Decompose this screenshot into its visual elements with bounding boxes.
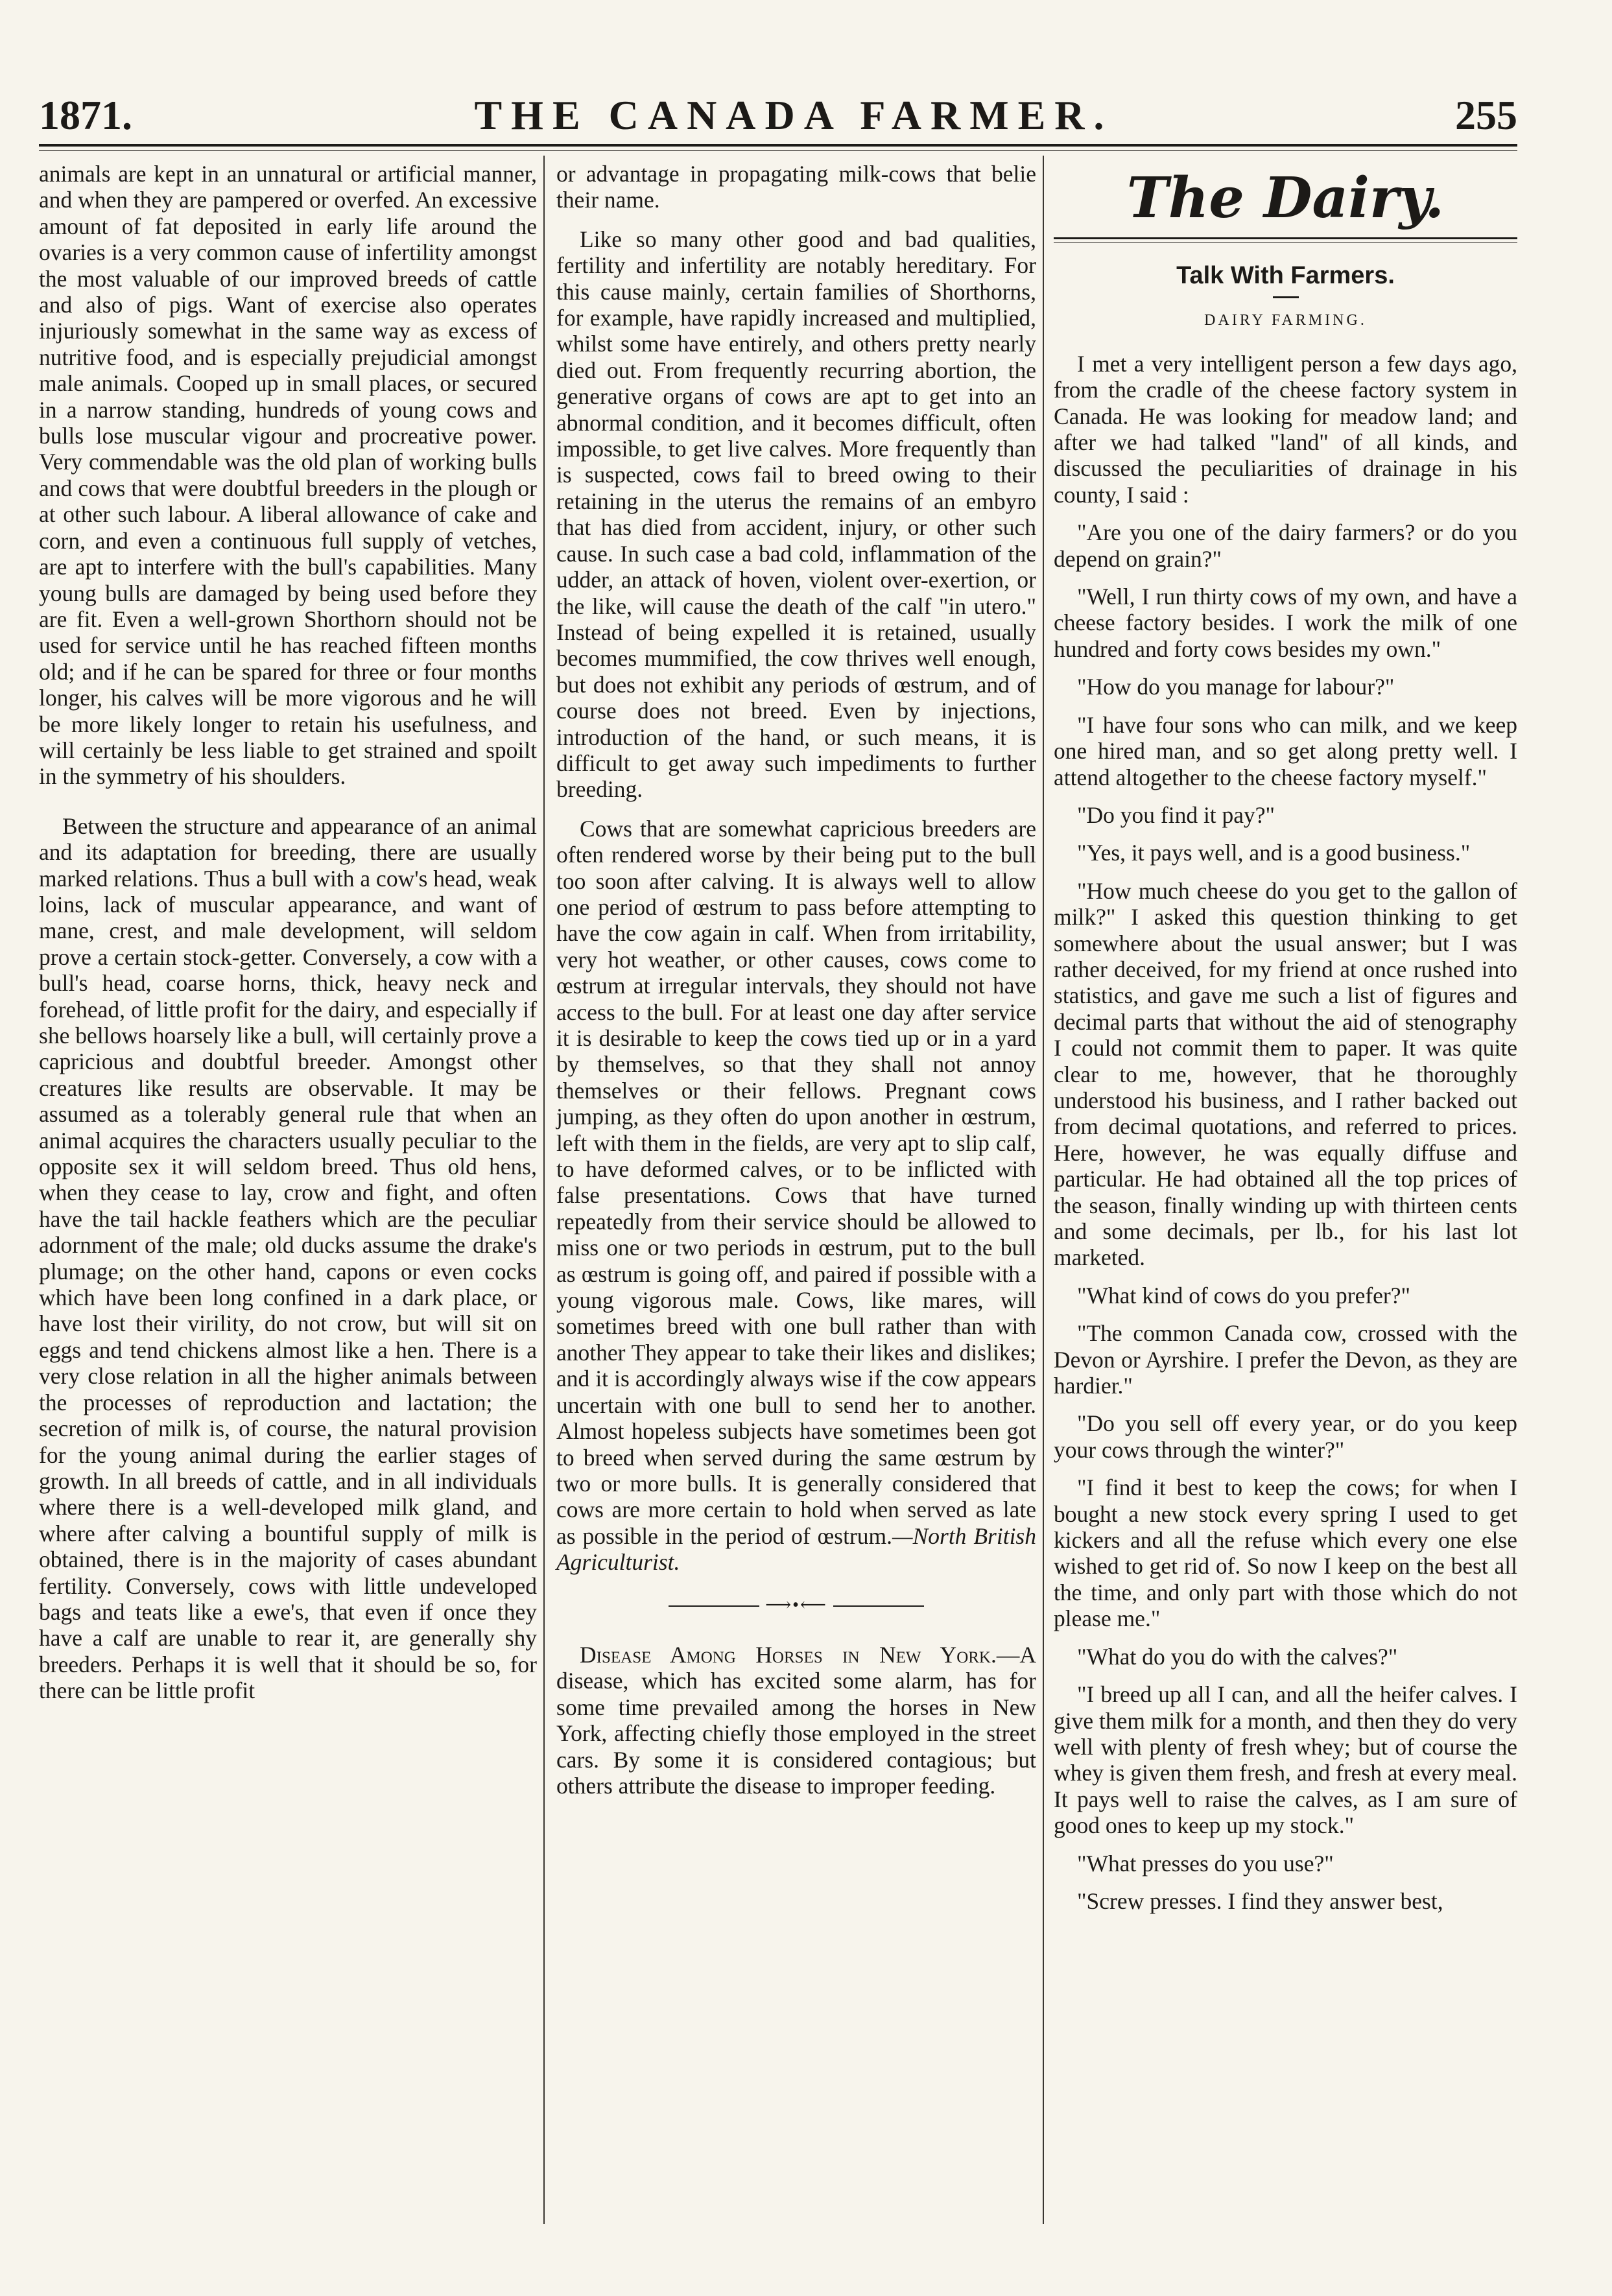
page-number: 255 xyxy=(1455,92,1517,138)
dialogue-paragraph: "The common Canada cow, crossed with the Devon or Ayrshire. I prefer the Devon, as they are hardier." xyxy=(1054,1320,1517,1399)
column-2 xyxy=(556,161,1036,1812)
disease-text: —A disease, which has excited some alarm, has for some time prevailed among the horses in New York, affecting chiefly those employed in the street cars. By some it is considered contagious; but others attribute the disease to improper feeding. xyxy=(556,1641,1036,1799)
column-divider-2 xyxy=(1043,156,1044,2224)
ornament-line-right xyxy=(833,1605,924,1607)
column-3 xyxy=(1054,161,1517,1926)
article-kicker: DAIRY FARMING. xyxy=(1204,312,1367,329)
column1-paragraph-2: Between the structure and appearance of an animal and its adaptation for breeding, there are usually marked relations. Thus a bull with a cow's head, weak loins, lack of muscular appearance, and want of mane, crest, and male development, will seldom prove a certain stock-getter. Conversely, a cow with a bull's head, coarse horns, thick, heavy neck and forehead, of little profit for the dairy, and especially if she bellows hoarsely like a bull, will certainly prove a capricious and doubtful breeder. Amongst other creatures like results are observable. It may be assumed as a tolerably general rule that when an animal acquires the characters usually peculiar to the opposite sex it will seldom breed. Thus old hens, when they cease to lay, crow and fight, and often have the tail hackle feathers which are the peculiar adornment of the male; old ducks assume the drake's plumage; on the other hand, capons or even cocks which have been long confined in a dark place, or have lost their virility, do not crow, but will sit on eggs and tend chickens almost like a hen. There is a very close relation in all the higher animals between the processes of reproduction and lactation; the secretion of milk is, of course, the natural provision for the young animal during the earlier stages of growth. In all breeds of cattle, and in all individuals where there is a well-developed milk gland, and where after calving a bountiful supply of milk is obtained, there is in the majority of cases abundant fertility. Conversely, cows with little undeveloped bags and teats like a ewe's, that even if once they have a calf are unable to rear it, are generally shy breeders. Perhaps it is well that it should be so, for there can be little profit xyxy=(39,812,537,1704)
dialogue-paragraph: I met a very intelligent person a few days ago, from the cradle of the cheese factory system in Canada. He was looking for meadow land; and after we had talked "land" of all kinds, and discussed the peculiarities of drainage in his county, I said : xyxy=(1054,350,1517,508)
column2-paragraph-1: or advantage in propagating milk-cows that belie their name. xyxy=(556,161,1036,213)
dialogue-paragraph: "Yes, it pays well, and is a good business." xyxy=(1077,840,1471,866)
column-1 xyxy=(39,161,537,1717)
dialogue-paragraph: "Do you find it pay?" xyxy=(1077,801,1275,828)
ornament-glyph: ⟶•⟵ xyxy=(765,1594,828,1615)
dialogue-paragraph: "Well, I run thirty cows of my own, and have a cheese factory besides. I work the milk of one hundred and forty cows besides my own." xyxy=(1054,584,1517,662)
dialogue-paragraph: "What presses do you use?" xyxy=(1077,1850,1334,1876)
masthead-year: 1871. xyxy=(39,92,132,138)
column2-paragraph-4 xyxy=(556,1642,1036,1799)
column2-paragraph-2: Like so many other good and bad qualities, fertility and infertility are notably hereditary. For this cause mainly, certain families of Shorthorns, for example, have rapidly increased and multiplied, whilst some have entirely, and others pretty nearly died out. From frequently recurring abortion, the generative organs of cows are apt to get into an abnormal condition, and it becomes difficult, often impossible, to get live calves. More frequently than is suspected, cows fail to breed owing to their retaining in the uterus the remains of an embyro that has died from accident, injury, or other such cause. In such case a bad cold, inflammation of the udder, an attack of hoven, violent over-exertion, or the like, will cause the death of the calf "in utero." Instead of being expelled it is retained, usually becomes mummified, the cow thrives well enough, but does not exhibit any periods of œstrum, and of course does not breed. Even by injections, introduction of the hand, or such means, it is difficult to get away such impediments to further breeding. xyxy=(556,226,1036,803)
section-rule xyxy=(1054,237,1517,243)
dialogue-paragraph: "How much cheese do you get to the gallon of milk?" I asked this question thinking to get somewhere about the usual answer; but I was rather deceived, for my friend at once rushed into statistics, and gave me such a list of figures and decimal parts that without the aid of stenography I could not commit them to paper. It was quite clear to me, however, that he thoroughly understood his business, and I rather backed out from decimal quotations, and referred to prices. Here, however, he was equally diffuse and particular. He had obtained all the top prices of the season, finally winding up with thirteen cents and some decimals, per lb., for his last lot marketed. xyxy=(1054,877,1517,1271)
headline-dash xyxy=(1273,296,1299,298)
dialogue-paragraph: "I have four sons who can milk, and we keep one hired man, and so get along pretty well. I attend altogether to the cheese factory myself." xyxy=(1054,711,1517,790)
masthead-rule xyxy=(39,144,1517,147)
dialogue-paragraph: "What kind of cows do you prefer?" xyxy=(1077,1282,1410,1308)
column-divider-1 xyxy=(543,156,545,2224)
masthead-title: THE CANADA FARMER. xyxy=(474,92,1113,138)
dialogue-paragraph: "I find it best to keep the cows; for when I bought a new stock every spring I used to get kickers and all the refuse which every one else wished to get rid of. So now I keep on the best all the time, and only part with those which do not please me." xyxy=(1054,1474,1517,1632)
article-headline: Talk With Farmers. xyxy=(1176,262,1395,289)
disease-heading: Disease Among Horses in New York. xyxy=(580,1641,997,1668)
dialogue-paragraph: "How do you manage for labour?" xyxy=(1077,674,1395,700)
dialogue-paragraph: "Do you sell off every year, or do you keep your cows through the winter?" xyxy=(1054,1410,1517,1463)
dialogue-paragraph: "I breed up all I can, and all the heifer calves. I give them milk for a month, and then they do very well with plenty of fresh whey; but of course the whey is given them fresh, and fresh at every meal. It pays well to raise the calves, as I am sure of good ones to keep up my stock." xyxy=(1054,1681,1517,1839)
dialogue-paragraph: "What do you do with the calves?" xyxy=(1077,1643,1398,1670)
column1-paragraph-1: animals are kept in an unnatural or artificial manner, and when they are pampered or overfed. An excessive amount of fat deposited in early life around the ovaries is a very common cause of infertility amongst the most valuable of our improved breeds of cattle and also of pigs. Want of exercise also operates injuriously somewhat in the same way as excess of nutritive food, and is especially prejudicial amongst male animals. Cooped up in small places, or secured in a narrow standing, hundreds of young cows and bulls lose muscular vigour and procreative power. Very commendable was the old plan of working bulls and cows that were doubtful breeders in the plough or at other such labour. A liberal allowance of cake and corn, and even a continuous full supply of vetches, are apt to interfere with the bull's capabilities. Many young bulls are damaged by being used before they are fit. Even a well-grown Shorthorn should not be used for service until he has reached fifteen months old; and if he can be spared for three or four months longer, his calves will be more vigorous and he will be more likely longer to retain his usefulness, and will certainly be less liable to get strained and spoilt in the symmetry of his shoulders. xyxy=(39,161,537,790)
section-ornament xyxy=(556,1592,1036,1618)
column2-paragraph-3 xyxy=(556,816,1036,1576)
dialogue-paragraph: "Screw presses. I find they answer best, xyxy=(1077,1888,1443,1914)
ornament-line-left xyxy=(669,1605,759,1607)
column2-paragraph-3-text: Cows that are somewhat capricious breeders are often rendered worse by their being put to the bull too soon after calving. It is always well to allow one period of œstrum to pass before attempting to have the cow again in calf. When from irritability, very hot weather, or other causes, cows come to œstrum at irregular intervals, they should not have access to the bull. For at least one day after service it is desirable to keep the cows tied up or in a yard by themselves, so that they shall not annoy themselves or their fellows. Pregnant cows jumping, as they often do upon another in œstrum, left with them in the fields, are very apt to slip calf, to have deformed calves, or to be inflicted with false presentations. Cows that have turned repeatedly from their service should be allowed to miss one or two periods in œstrum, put to the bull as œstrum is going off, and paired if possible with a young vigorous male. Cows, like mares, will sometimes breed with one bull rather than with another They appear to take their likes and dislikes; and it is accordingly always wise if the cow appears uncertain with one bull to send her to another. Almost hopeless subjects have sometimes been got to breed when served during the same œstrum by two or more bulls. It is generally considered that cows are more certain to hold when served as late as possible in the period of œstrum. xyxy=(556,815,1036,1549)
masthead xyxy=(39,81,1517,139)
section-heading-dairy: The Dairy. xyxy=(1126,165,1445,231)
article-credit: —North British Agriculturist. xyxy=(556,1522,1037,1576)
dialogue-paragraph: "Are you one of the dairy farmers? or do you depend on grain?" xyxy=(1054,519,1517,572)
masthead-rule-thin xyxy=(39,150,1517,151)
